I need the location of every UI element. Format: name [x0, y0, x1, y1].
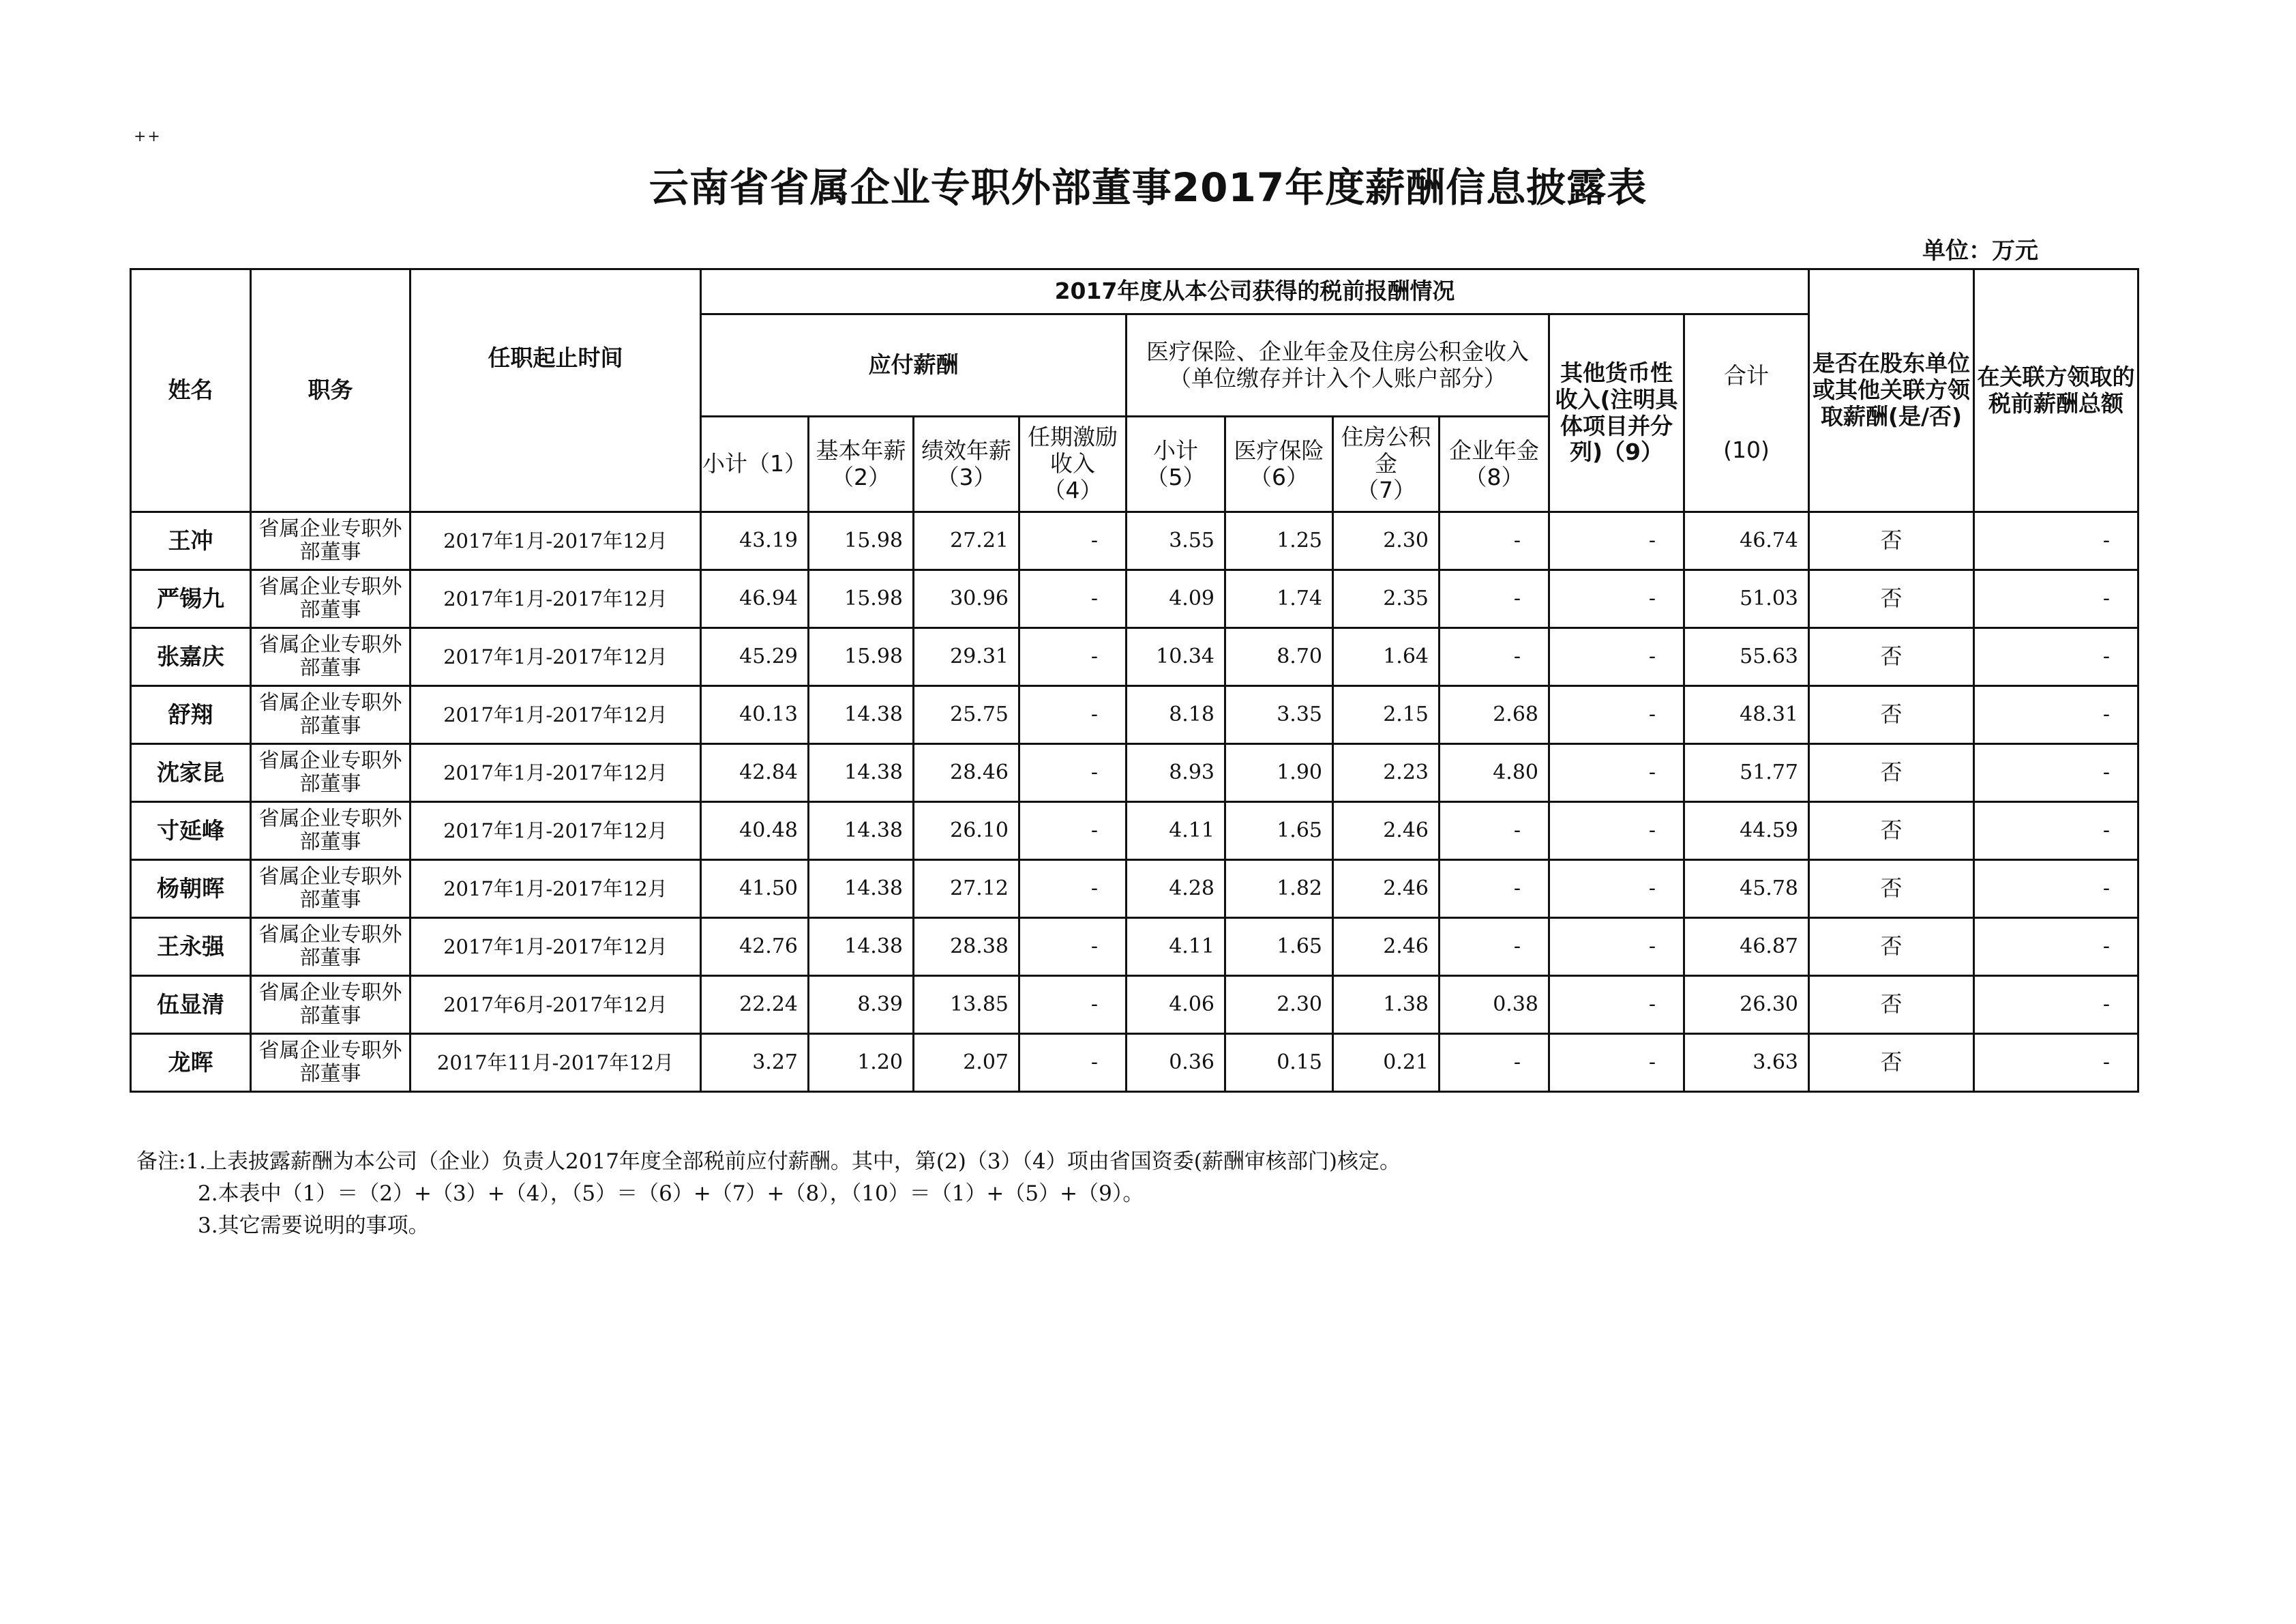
cell-c4: -	[1019, 628, 1127, 686]
period-cell: 2017年11月-2017年12月	[411, 1034, 701, 1092]
cell-c7: 2.46	[1333, 860, 1440, 918]
position-cell: 省属企业专职外部董事	[251, 570, 411, 628]
cell-related: -	[1974, 512, 2138, 570]
period-cell: 2017年1月-2017年12月	[411, 744, 701, 802]
cell-related: -	[1974, 802, 2138, 860]
cell-c7: 0.21	[1333, 1034, 1440, 1092]
cell-related: -	[1974, 918, 2138, 976]
header-c4-label: 任期激励收入	[1028, 424, 1118, 477]
cell-total: 48.31	[1684, 686, 1809, 744]
name-cell: 寸延峰	[131, 802, 251, 860]
cell-related: -	[1974, 628, 2138, 686]
cell-c1: 22.24	[701, 976, 809, 1034]
cell-c3: 27.21	[914, 512, 1019, 570]
name-cell: 王冲	[131, 512, 251, 570]
cell-c6: 2.30	[1225, 976, 1333, 1034]
cell-c7: 2.23	[1333, 744, 1440, 802]
header-c7	[1333, 417, 1440, 512]
cell-shareholder: 否	[1809, 628, 1974, 686]
header-c6: 医疗保险（6）	[1225, 417, 1333, 512]
cell-c9: -	[1549, 860, 1684, 918]
salary-table	[130, 268, 2139, 1093]
header-shareholder: 是否在股东单位或其他关联方领取薪酬(是/否)	[1809, 269, 1974, 512]
cell-c2: 15.98	[809, 570, 914, 628]
header-row-1	[131, 269, 2138, 314]
note-1: 备注:1.上表披露薪酬为本公司（企业）负责人2017年度全部税前应付薪酬。其中，第(2)（3）（4）项由省国资委(薪酬审核部门)核定。	[136, 1149, 1401, 1174]
name-cell: 伍显清	[131, 976, 251, 1034]
cell-c7: 2.30	[1333, 512, 1440, 570]
cell-c9: -	[1549, 744, 1684, 802]
cell-c8: 2.68	[1440, 686, 1549, 744]
cell-c9: -	[1549, 686, 1684, 744]
cell-related: -	[1974, 570, 2138, 628]
cell-c7: 2.46	[1333, 802, 1440, 860]
cell-c6: 8.70	[1225, 628, 1333, 686]
header-related: 在关联方领取的税前薪酬总额	[1974, 269, 2138, 512]
header-c1: 小计（1）	[701, 417, 809, 512]
cell-c5: 4.11	[1127, 802, 1225, 860]
cell-c9: -	[1549, 918, 1684, 976]
cell-c3: 27.12	[914, 860, 1019, 918]
cell-shareholder: 否	[1809, 918, 1974, 976]
header-period: 任职起止时间	[411, 269, 701, 512]
cell-c7: 2.15	[1333, 686, 1440, 744]
cell-c1: 43.19	[701, 512, 809, 570]
cell-c3: 2.07	[914, 1034, 1019, 1092]
cell-c5: 0.36	[1127, 1034, 1225, 1092]
position-cell: 省属企业专职外部董事	[251, 1034, 411, 1092]
cell-shareholder: 否	[1809, 1034, 1974, 1092]
table-row	[131, 802, 2138, 860]
header-other-income: 其他货币性收入(注明具体项目并分列)（9）	[1549, 314, 1684, 512]
position-cell: 省属企业专职外部董事	[251, 802, 411, 860]
header-c5	[1127, 417, 1225, 512]
cell-total: 51.77	[1684, 744, 1809, 802]
cell-c8: 0.38	[1440, 976, 1549, 1034]
cell-c3: 30.96	[914, 570, 1019, 628]
cell-c4: -	[1019, 570, 1127, 628]
header-position: 职务	[251, 269, 411, 512]
cell-c3: 29.31	[914, 628, 1019, 686]
cell-shareholder: 否	[1809, 686, 1974, 744]
table-row	[131, 860, 2138, 918]
cell-c9: -	[1549, 1034, 1684, 1092]
header-c2-num: （2）	[831, 463, 891, 490]
position-cell: 省属企业专职外部董事	[251, 512, 411, 570]
cell-c5: 8.18	[1127, 686, 1225, 744]
cell-c5: 10.34	[1127, 628, 1225, 686]
cell-total: 51.03	[1684, 570, 1809, 628]
cell-c4: -	[1019, 976, 1127, 1034]
cell-c4: -	[1019, 1034, 1127, 1092]
period-cell: 2017年1月-2017年12月	[411, 802, 701, 860]
header-c3	[914, 417, 1019, 512]
cell-c8: -	[1440, 512, 1549, 570]
period-cell: 2017年1月-2017年12月	[411, 512, 701, 570]
cell-c1: 42.76	[701, 918, 809, 976]
header-c5-label: 小计	[1153, 437, 1198, 464]
period-cell: 2017年6月-2017年12月	[411, 976, 701, 1034]
period-cell: 2017年1月-2017年12月	[411, 860, 701, 918]
header-group-main: 2017年度从本公司获得的税前报酬情况	[701, 269, 1809, 314]
cell-c4: -	[1019, 686, 1127, 744]
cell-total: 55.63	[1684, 628, 1809, 686]
cell-shareholder: 否	[1809, 570, 1974, 628]
cell-c4: -	[1019, 860, 1127, 918]
period-cell: 2017年1月-2017年12月	[411, 628, 701, 686]
cell-c5: 3.55	[1127, 512, 1225, 570]
header-total-label: 合计	[1724, 361, 1769, 389]
cell-shareholder: 否	[1809, 802, 1974, 860]
cell-total: 46.87	[1684, 918, 1809, 976]
name-cell: 沈家昆	[131, 744, 251, 802]
header-payable: 应付薪酬	[701, 314, 1127, 417]
cell-c4: -	[1019, 512, 1127, 570]
cell-total: 46.74	[1684, 512, 1809, 570]
note-2: 2.本表中（1）＝（2）+（3）+（4），（5）＝（6）+（7）+（8），（10）＝（1）+（5）+（9）。	[198, 1181, 1144, 1206]
cell-c8: 4.80	[1440, 744, 1549, 802]
table-body	[131, 512, 2138, 1092]
header-c4-num: （4）	[1043, 476, 1103, 503]
cell-c9: -	[1549, 628, 1684, 686]
cell-c8: -	[1440, 802, 1549, 860]
note-3: 3.其它需要说明的事项。	[198, 1213, 430, 1238]
position-cell: 省属企业专职外部董事	[251, 744, 411, 802]
cell-c8: -	[1440, 1034, 1549, 1092]
cell-shareholder: 否	[1809, 976, 1974, 1034]
cell-c3: 28.46	[914, 744, 1019, 802]
cell-total: 45.78	[1684, 860, 1809, 918]
cell-c5: 4.28	[1127, 860, 1225, 918]
cell-shareholder: 否	[1809, 512, 1974, 570]
header-c5-num: （5）	[1146, 463, 1206, 490]
cell-total: 26.30	[1684, 976, 1809, 1034]
name-cell: 严锡九	[131, 570, 251, 628]
cell-c8: -	[1440, 918, 1549, 976]
name-cell: 张嘉庆	[131, 628, 251, 686]
cell-c2: 14.38	[809, 744, 914, 802]
name-cell: 王永强	[131, 918, 251, 976]
name-cell: 舒翔	[131, 686, 251, 744]
period-cell: 2017年1月-2017年12月	[411, 570, 701, 628]
header-c3-label: 绩效年薪	[921, 437, 1011, 464]
cell-c2: 1.20	[809, 1034, 914, 1092]
cell-c9: -	[1549, 512, 1684, 570]
cell-c9: -	[1549, 802, 1684, 860]
header-c2-label: 基本年薪	[816, 437, 906, 464]
cell-c1: 40.13	[701, 686, 809, 744]
period-cell: 2017年1月-2017年12月	[411, 686, 701, 744]
table-row	[131, 628, 2138, 686]
corner-mark: ++	[134, 128, 162, 145]
table-row	[131, 512, 2138, 570]
cell-c2: 15.98	[809, 512, 914, 570]
header-c8-label: 企业年金	[1449, 437, 1539, 464]
position-cell: 省属企业专职外部董事	[251, 976, 411, 1034]
cell-c2: 15.98	[809, 628, 914, 686]
cell-related: -	[1974, 976, 2138, 1034]
header-c8-num: （8）	[1464, 463, 1524, 490]
period-cell: 2017年1月-2017年12月	[411, 918, 701, 976]
cell-c4: -	[1019, 918, 1127, 976]
cell-c1: 42.84	[701, 744, 809, 802]
cell-c6: 1.90	[1225, 744, 1333, 802]
table-row	[131, 744, 2138, 802]
cell-related: -	[1974, 860, 2138, 918]
cell-c6: 1.82	[1225, 860, 1333, 918]
name-cell: 龙晖	[131, 1034, 251, 1092]
cell-c1: 40.48	[701, 802, 809, 860]
cell-c7: 2.46	[1333, 918, 1440, 976]
cell-c6: 0.15	[1225, 1034, 1333, 1092]
cell-c2: 14.38	[809, 860, 914, 918]
header-c2	[809, 417, 914, 512]
table-row	[131, 918, 2138, 976]
cell-c5: 8.93	[1127, 744, 1225, 802]
page-title: 云南省省属企业专职外部董事2017年度薪酬信息披露表	[648, 164, 1648, 211]
cell-c3: 13.85	[914, 976, 1019, 1034]
cell-c2: 8.39	[809, 976, 914, 1034]
cell-c8: -	[1440, 628, 1549, 686]
cell-c6: 1.74	[1225, 570, 1333, 628]
header-c3-num: （3）	[936, 463, 996, 490]
cell-c3: 25.75	[914, 686, 1019, 744]
cell-c7: 1.64	[1333, 628, 1440, 686]
table-row	[131, 976, 2138, 1034]
header-total	[1684, 314, 1809, 512]
cell-c2: 14.38	[809, 686, 914, 744]
position-cell: 省属企业专职外部董事	[251, 860, 411, 918]
cell-c5: 4.06	[1127, 976, 1225, 1034]
cell-total: 3.63	[1684, 1034, 1809, 1092]
cell-c4: -	[1019, 802, 1127, 860]
cell-c2: 14.38	[809, 918, 914, 976]
position-cell: 省属企业专职外部董事	[251, 628, 411, 686]
cell-c9: -	[1549, 570, 1684, 628]
cell-c8: -	[1440, 570, 1549, 628]
cell-c7: 1.38	[1333, 976, 1440, 1034]
table-row	[131, 1034, 2138, 1092]
cell-c2: 14.38	[809, 802, 914, 860]
cell-related: -	[1974, 1034, 2138, 1092]
cell-related: -	[1974, 686, 2138, 744]
notes	[136, 1146, 1401, 1242]
cell-c7: 2.35	[1333, 570, 1440, 628]
header-c7-label: 住房公积金	[1341, 424, 1431, 477]
name-cell: 杨朝晖	[131, 860, 251, 918]
cell-c4: -	[1019, 744, 1127, 802]
cell-shareholder: 否	[1809, 744, 1974, 802]
header-c7-num: （7）	[1356, 476, 1416, 503]
cell-c1: 46.94	[701, 570, 809, 628]
header-name: 姓名	[131, 269, 251, 512]
cell-related: -	[1974, 744, 2138, 802]
header-total-num: (10)	[1723, 436, 1770, 463]
cell-c6: 1.65	[1225, 802, 1333, 860]
position-cell: 省属企业专职外部董事	[251, 918, 411, 976]
cell-c3: 28.38	[914, 918, 1019, 976]
cell-c9: -	[1549, 976, 1684, 1034]
cell-c5: 4.09	[1127, 570, 1225, 628]
cell-c3: 26.10	[914, 802, 1019, 860]
cell-c5: 4.11	[1127, 918, 1225, 976]
cell-c1: 45.29	[701, 628, 809, 686]
cell-c6: 3.35	[1225, 686, 1333, 744]
cell-c6: 1.25	[1225, 512, 1333, 570]
unit-label: 单位：万元	[1922, 237, 2038, 265]
position-cell: 省属企业专职外部董事	[251, 686, 411, 744]
cell-c6: 1.65	[1225, 918, 1333, 976]
cell-total: 44.59	[1684, 802, 1809, 860]
header-c8	[1440, 417, 1549, 512]
cell-c1: 41.50	[701, 860, 809, 918]
header-insurance: 医疗保险、企业年金及住房公积金收入（单位缴存并计入个人账户部分）	[1127, 314, 1549, 417]
cell-shareholder: 否	[1809, 860, 1974, 918]
table-row	[131, 686, 2138, 744]
table-row	[131, 570, 2138, 628]
header-c4	[1019, 417, 1127, 512]
cell-c1: 3.27	[701, 1034, 809, 1092]
cell-c8: -	[1440, 860, 1549, 918]
